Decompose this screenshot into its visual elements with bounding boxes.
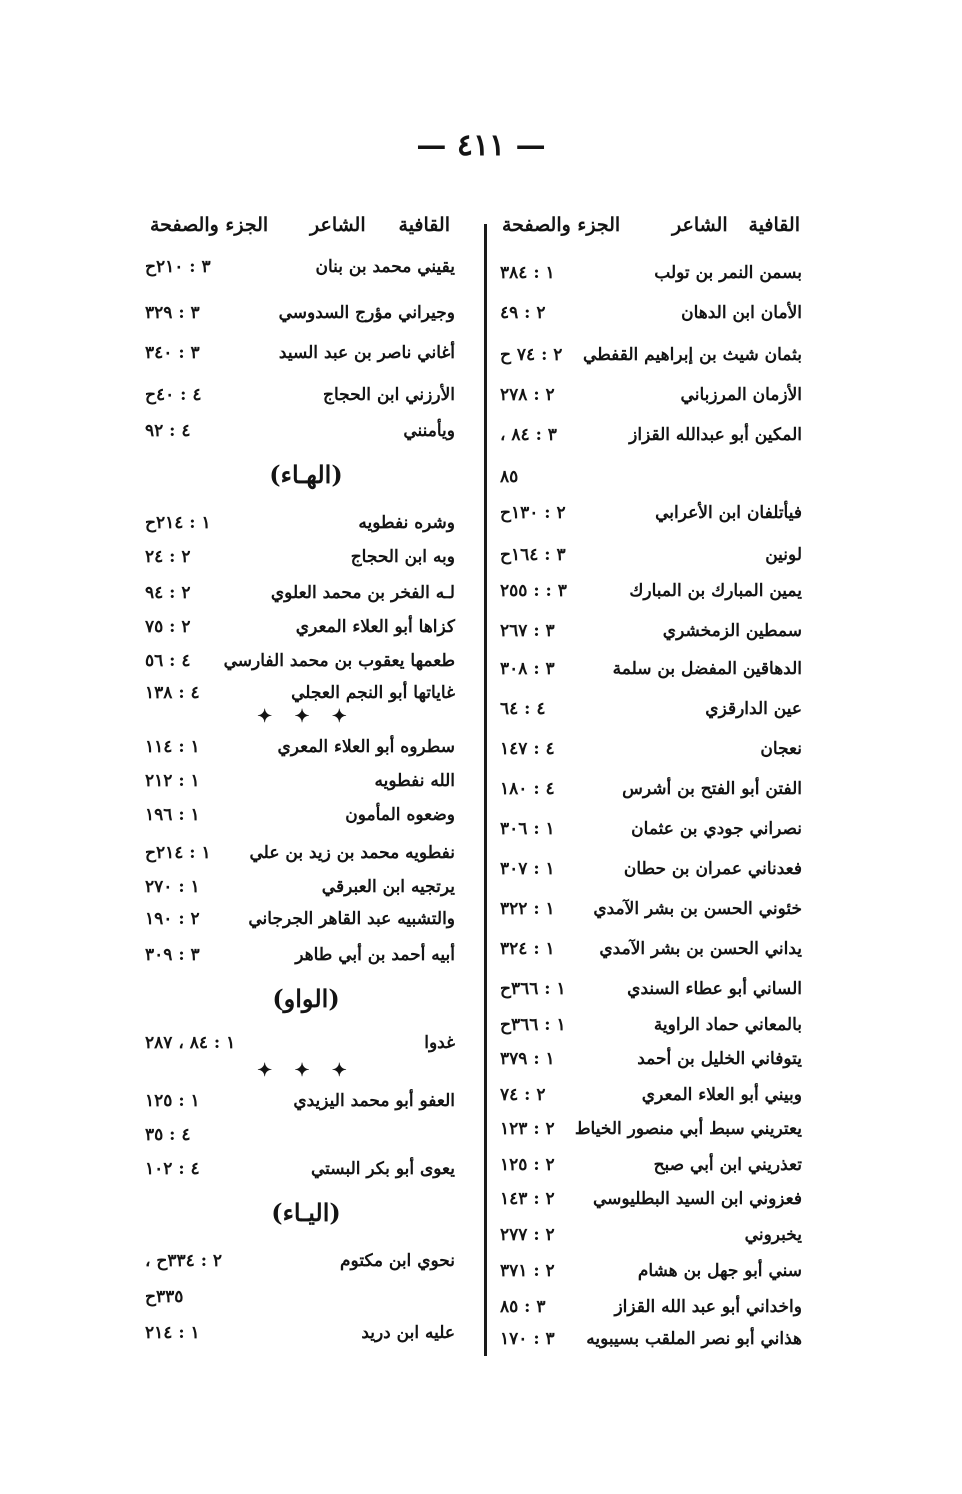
volume-page-ref: ٣ : ٢٦٧ (500, 621, 555, 641)
volume-page-ref: ٣ : ٨٤ ، (500, 425, 557, 445)
rhyme-and-poet: يرتجيه ابن العبرقي (321, 877, 455, 897)
volume-page-ref: ٢ : ٢٧٨ (500, 385, 555, 405)
rhyme-and-poet: الفتن أبو الفتح بن أشرس (622, 779, 802, 799)
index-row (500, 1008, 802, 1042)
rhyme-and-poet: الله نفطويه (374, 771, 455, 791)
index-row (500, 538, 802, 572)
rhyme-and-poet: وبيني أبو العلاء المعري (641, 1085, 802, 1105)
rhyme-and-poet: وبه ابن الحجاج (350, 547, 455, 567)
volume-page-ref: ٤ : ٥٦ (145, 651, 191, 671)
index-row (500, 812, 802, 846)
rhyme-and-poet: الدهاقين المفضل بن سلمة (612, 659, 802, 679)
index-row (500, 378, 802, 412)
rhyme-and-poet: الأرزني ابن الحجاج (323, 385, 455, 405)
volume-page-ref: ٣ : ١٦٤ح (500, 545, 566, 565)
volume-page-ref: ١ : ١٢٥ (145, 1091, 200, 1111)
header-poet: الشاعر (672, 214, 728, 236)
volume-page-ref: ١ : ٨٤ ، ٢٨٧ (145, 1033, 236, 1053)
volume-page-ref: ٨٥ (500, 467, 519, 487)
section-title-ya: (اليـاء) (271, 1198, 341, 1227)
rhyme-and-poet: العفو أبو محمد اليزيدي (293, 1091, 455, 1111)
index-row (145, 336, 455, 370)
index-row (145, 1244, 455, 1278)
rhyme-and-poet: تعذريني ابن أبي صبح (653, 1155, 802, 1175)
section-separator-stars: ✦ ✦ ✦ (257, 706, 355, 727)
section-separator-stars: ✦ ✦ ✦ (257, 1060, 355, 1081)
rhyme-and-poet: أغاني ناصر بن عبد السيد (278, 343, 455, 363)
index-row (145, 730, 455, 764)
header-rhyme: القافية (748, 214, 800, 236)
index-row (500, 496, 802, 530)
rhyme-and-poet: هذاني أبو نصر الملقب بسيبويه (586, 1329, 802, 1349)
index-row (500, 1148, 802, 1182)
volume-page-ref: ١ : ٣٦٦ح (500, 979, 566, 999)
volume-page-ref: ٤ : ١٨٠ (500, 779, 555, 799)
volume-page-ref: ٣ : ٣٠٨ (500, 659, 555, 679)
rhyme-and-poet: سمطين الزمخشري (662, 621, 802, 641)
volume-page-ref: ٣ : ١٧٠ (500, 1329, 555, 1349)
volume-page-ref: ٤ : ١٠٢ (145, 1159, 200, 1179)
index-row (145, 644, 455, 678)
volume-page-ref: ٢ : ١٤٣ (500, 1189, 555, 1209)
index-row (500, 1042, 802, 1076)
rhyme-and-poet: ويأمنني (403, 421, 455, 441)
index-row (145, 938, 455, 972)
index-row (500, 296, 802, 330)
rhyme-and-poet: المكين أبو عبدالله القزاز (629, 425, 802, 445)
index-row (145, 1280, 455, 1314)
volume-page-ref: ١ : ٣٠٧ (500, 859, 555, 879)
rhyme-and-poet: بالمعاني حماد الراوية (653, 1015, 802, 1035)
volume-page-ref: ١ : ٢١٤ (145, 1323, 200, 1343)
index-row (145, 576, 455, 610)
index-row (500, 418, 802, 452)
header-rhyme: القافية (398, 214, 450, 236)
rhyme-and-poet: عليه ابن دريد (361, 1323, 455, 1343)
index-row (500, 256, 802, 290)
rhyme-and-poet: سني أبو جهل بن هشام (637, 1261, 802, 1281)
index-row (145, 764, 455, 798)
index-row (145, 540, 455, 574)
volume-page-ref: ٤ : ٤٠ح (145, 385, 202, 405)
volume-page-ref: ٢ : ٩٤ (145, 583, 191, 603)
volume-page-ref: ٢ : ٧٤ ح (500, 345, 563, 365)
rhyme-and-poet: لونين (765, 545, 802, 565)
left-column-header (150, 214, 450, 248)
rhyme-and-poet: وشره نفطويه (358, 513, 455, 533)
rhyme-and-poet: يداني الحسن بن بشر الآمدي (599, 939, 802, 959)
rhyme-and-poet: وضعوه المأمون (345, 805, 455, 825)
volume-page-ref: ١ : ٢٧٠ (145, 877, 200, 897)
index-row (500, 338, 802, 372)
volume-page-ref: ٢ : ١٩٠ (145, 909, 200, 929)
index-row (145, 378, 455, 412)
rhyme-and-poet: نحوي ابن مكتوم (340, 1251, 455, 1271)
volume-page-ref: ٣ : ٣٤٠ (145, 343, 200, 363)
volume-page-ref: ٢ : ٢٤ (145, 547, 191, 567)
rhyme-and-poet: الأزمان المرزباني (680, 385, 802, 405)
volume-page-ref: ٢ : ١٣٠ح (500, 503, 566, 523)
index-row (500, 1182, 802, 1216)
volume-page-ref: ٣ : ٢١٠ح (145, 257, 211, 277)
rhyme-and-poet: الأمان ابن الدهان (681, 303, 802, 323)
index-row (500, 1078, 802, 1112)
rhyme-and-poet: والتشبيه عبد القاهر الجرجاني (248, 909, 455, 929)
rhyme-and-poet: واخداني أبو عبد الله القزاز (614, 1297, 802, 1317)
index-row (145, 902, 455, 936)
index-row (145, 798, 455, 832)
index-row (500, 692, 802, 726)
volume-page-ref: ٢ : ٧٤ (500, 1085, 546, 1105)
rhyme-and-poet: أبيه أحمد بن أبي طاهر (295, 945, 455, 965)
index-row (145, 250, 455, 284)
volume-page-ref: ١ : ١٩٦ (145, 805, 200, 825)
index-row (145, 676, 455, 710)
volume-page-ref: ١ : ٣٢٤ (500, 939, 555, 959)
section-title-waw: (الواو) (272, 984, 340, 1013)
volume-page-ref: ٣٣٥ح (145, 1287, 184, 1307)
rhyme-and-poet: غاياتها أبو النجم العجلي (291, 683, 455, 703)
rhyme-and-poet: عين الدارقزي (705, 699, 802, 719)
volume-page-ref: ١ : ٢١٢ (145, 771, 200, 791)
index-row (500, 460, 802, 494)
index-row (500, 1322, 802, 1356)
index-row (500, 732, 802, 766)
volume-page-ref: ٢ : ٧٥ (145, 617, 191, 637)
header-vol-page: الجزء والصفحة (150, 214, 269, 236)
index-row (500, 772, 802, 806)
volume-page-ref: ١ : ٣٦٦ح (500, 1015, 566, 1035)
index-row (145, 870, 455, 904)
index-row (145, 414, 455, 448)
rhyme-and-poet: فعدناني عمران بن حطان (623, 859, 802, 879)
volume-page-ref: ٢ : ٤٩ (500, 303, 546, 323)
index-row (145, 1152, 455, 1186)
volume-page-ref: ١ : ٣٧٩ (500, 1049, 555, 1069)
index-row (145, 836, 455, 870)
rhyme-and-poet: وجيراني مؤرج السدوسي (278, 303, 455, 323)
rhyme-and-poet: لـه الفخر بن محمد العلوي (270, 583, 455, 603)
volume-page-ref: ٢ : ٣٣٤ح ، (145, 1251, 223, 1271)
volume-page-ref: ١ : ٣٢٢ (500, 899, 555, 919)
rhyme-and-poet: يقيني محمد بن بنان (315, 257, 455, 277)
index-row (145, 1118, 455, 1152)
volume-page-ref: ١ : ١١٤ (145, 737, 200, 757)
volume-page-ref: ٣ : ٣٠٩ (145, 945, 200, 965)
volume-page-ref: ٢ : ١٢٥ (500, 1155, 555, 1175)
header-vol-page: الجزء والصفحة (502, 214, 621, 236)
rhyme-and-poet: يعتريني سبط أبي منصور الخياط (574, 1119, 802, 1139)
rhyme-and-poet: نعجان (760, 739, 802, 759)
header-poet: الشاعر (310, 214, 366, 236)
rhyme-and-poet: نصراني جودي بن عثمان (631, 819, 802, 839)
index-row (500, 852, 802, 886)
index-row (500, 1218, 802, 1252)
rhyme-and-poet: يخبروني (744, 1225, 802, 1245)
volume-page-ref: ٤ : ١٣٨ (145, 683, 200, 703)
index-row (145, 1026, 455, 1060)
volume-page-ref: ١ : ٣٨٤ (500, 263, 555, 283)
right-column-header (502, 214, 800, 248)
volume-page-ref: ٣ : : ٢٥٥ (500, 581, 567, 601)
index-row (145, 1316, 455, 1350)
index-row (500, 574, 802, 608)
volume-page-ref: ٣ : ٨٥ (500, 1297, 546, 1317)
volume-page-ref: ٢ : ٣٧١ (500, 1261, 555, 1281)
rhyme-and-poet: فيأتلفان ابن الأعرابي (655, 503, 802, 523)
column-divider (484, 224, 487, 1356)
rhyme-and-poet: يتوفاني الخليل بن أحمد (637, 1049, 802, 1069)
index-row (500, 614, 802, 648)
rhyme-and-poet: غدوا (424, 1033, 455, 1053)
rhyme-and-poet: خئوني الحسن بن بشر الآمدي (593, 899, 802, 919)
volume-page-ref: ٤ : ٦٤ (500, 699, 546, 719)
rhyme-and-poet: الساني أبو عطاء السندي (627, 979, 802, 999)
rhyme-and-poet: بسمن النمر بن تولب (654, 263, 802, 283)
rhyme-and-poet: بثمان شيث بن إبراهيم القفطي (583, 345, 802, 365)
volume-page-ref: ٢ : ١٢٣ (500, 1119, 555, 1139)
volume-page-ref: ١ : ٢١٤ح (145, 513, 211, 533)
volume-page-ref: ٣ : ٣٢٩ (145, 303, 200, 323)
index-row (145, 296, 455, 330)
volume-page-ref: ٢ : ٢٧٧ (500, 1225, 555, 1245)
index-row (500, 1112, 802, 1146)
index-row (145, 506, 455, 540)
volume-page-ref: ٤ : ٣٥ (145, 1125, 191, 1145)
volume-page-ref: ٤ : ١٤٧ (500, 739, 555, 759)
index-row (500, 1290, 802, 1324)
index-row (500, 932, 802, 966)
index-row (500, 892, 802, 926)
index-row (145, 610, 455, 644)
index-row (500, 972, 802, 1006)
volume-page-ref: ١ : ٢١٤ح (145, 843, 211, 863)
volume-page-ref: ٤ : ٩٢ (145, 421, 191, 441)
page-number: — ٤١١ — (416, 128, 546, 163)
index-row (145, 1084, 455, 1118)
rhyme-and-poet: يمين المبارك بن المبارك (629, 581, 802, 601)
rhyme-and-poet: سطروه أبو العلاء المعري (277, 737, 455, 757)
rhyme-and-poet: كزاها أبو العلاء المعري (295, 617, 455, 637)
index-row (500, 652, 802, 686)
rhyme-and-poet: فعزوني ابن السيد البطليوسي (592, 1189, 802, 1209)
rhyme-and-poet: طعمها يعقوب بن محمد الفارسي (223, 651, 455, 671)
rhyme-and-poet: يعوى أبو بكر البستي (310, 1159, 455, 1179)
index-row (500, 1254, 802, 1288)
section-title-ha: (الهـاء) (269, 460, 343, 489)
volume-page-ref: ١ : ٣٠٦ (500, 819, 555, 839)
rhyme-and-poet: نفطويه محمد بن زيد بن علي (249, 843, 455, 863)
